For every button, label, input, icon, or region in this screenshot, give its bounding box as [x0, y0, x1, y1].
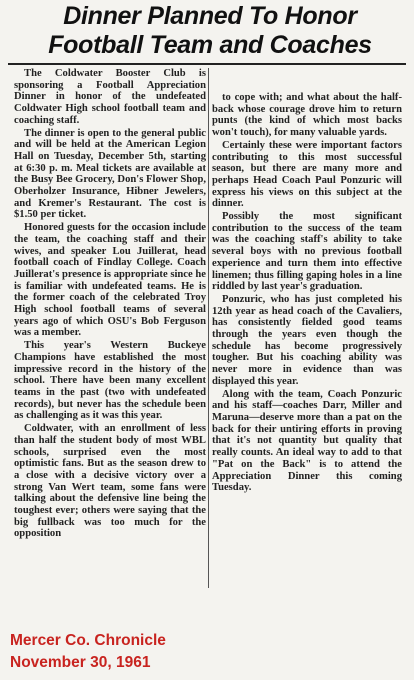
paragraph: Certainly these were important factors contributing to this most successful season, but there are many more and perhaps Head Coach Paul Ponzuric will express his views on this subject at the dinner.	[212, 139, 402, 210]
headline-rule	[8, 63, 406, 65]
paragraph: Coldwater, with an enrollment of less than half the student body of most WBL schools, surprised even the most optimistic fans. But as the season drew to a close with a decisive victory over a strong Van Wert team, some fans were talking about the defensive line being the toughest ever; others were saying that the big fullback was too much for the opposition	[14, 423, 206, 540]
paragraph: Ponzuric, who has just completed his 12th year as head coach of the Cavaliers, has consistently fielded good teams through the years even though the schedule has become progressively tougher. But his coaching ability was never more in evidence than was displayed this year.	[212, 293, 402, 387]
article-column-left	[14, 68, 206, 541]
column-divider	[208, 68, 209, 588]
headline-line-1: Dinner Planned To Honor	[63, 2, 357, 30]
paragraph: The Coldwater Booster Club is sponsoring a Football Appreciation Dinner in honor of the undefeated Coldwater High school football team and coaching staff.	[14, 68, 206, 126]
paragraph: Honored guests for the occasion include the team, the coaching staff and their wives, and speaker Lou Juillerat, head football coach of Findlay College. Coach Juillerat's presence is appropriate since he is familiar with undefeated teams. He is the former coach of the celebrated Troy High school football teams of several years ago of which OSU's Bob Ferguson was a member.	[14, 222, 206, 339]
headline-line-2: Football Team and Coaches	[48, 31, 372, 59]
article-column-right	[212, 92, 402, 495]
paragraph: The dinner is open to the general public and will be held at the American Legion Hall on Tuesday, December 5th, starting at 6:30 p. m. Meal tickets are available at the Busy Bee Grocery, Don's Flower Shop, Oberholzer Insurance, Hibner Jewelers, and Kremer's Restaurant. The cost is $1.50 per ticket.	[14, 127, 206, 221]
headline	[10, 2, 410, 60]
caption-date: November 30, 1961	[10, 654, 151, 671]
source-caption	[10, 630, 166, 674]
paragraph: Possibly the most significant contribution to the success of the team was the coaching staff's ability to take several boys with no previous football experience and turn them into effective linemen; thus filling gaping holes in a line riddled by last year's graduation.	[212, 211, 402, 293]
caption-publication: Mercer Co. Chronicle	[10, 632, 166, 649]
paragraph: Along with the team, Coach Ponzuric and his staff—coaches Darr, Miller and Maruna—deserve more than a pat on the back for their untiring efforts in proving that it's not quantity but quality that really counts. An ideal way to add to that "Pat on the Back" is to attend the Appreciation Dinner this coming Tuesday.	[212, 388, 402, 494]
paragraph: to cope with; and what about the half-back whose courage drove him to return punts (the kind of which most backs won't touch), for many valuable yards.	[212, 92, 402, 139]
paragraph: This year's Western Buckeye Champions have established the most impressive record in the history of the school. There have been many excellent teams in the past (two with undefeated records), but never has the schedule been as challenging as it was this year.	[14, 340, 206, 422]
